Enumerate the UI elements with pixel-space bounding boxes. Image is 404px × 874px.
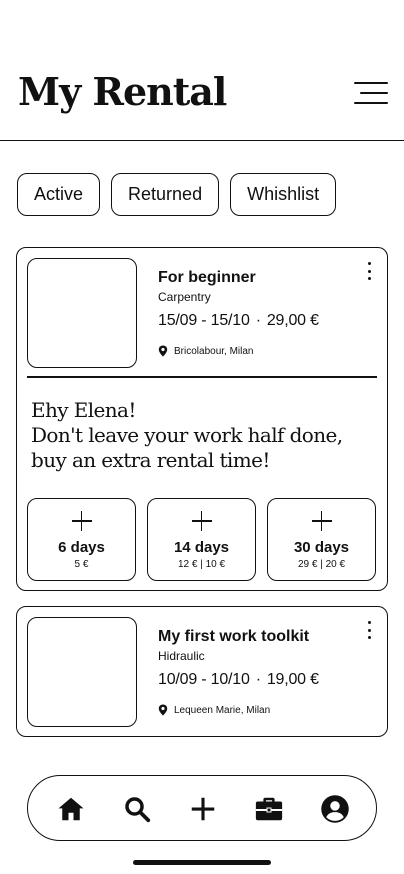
nav-add[interactable] — [188, 794, 218, 824]
product-name: My first work toolkit — [158, 628, 310, 645]
nav-search[interactable] — [122, 794, 152, 824]
user-icon — [320, 794, 350, 824]
rental-dates: 15/09 - 15/10 — [158, 312, 250, 329]
search-icon — [122, 794, 152, 824]
store-location — [158, 704, 270, 716]
promo-line: Don't leave your work half done, — [31, 423, 343, 447]
filter-tabs — [17, 173, 336, 216]
product-image — [27, 258, 137, 368]
extension-options — [27, 498, 376, 581]
rental-price: 19,00 € — [266, 671, 319, 688]
location-label: Bricolabour, Milan — [174, 345, 254, 357]
extension-promo — [31, 398, 343, 473]
home-icon — [56, 794, 86, 824]
extend-30-days-button[interactable] — [267, 498, 376, 581]
rental-card[interactable] — [16, 247, 388, 591]
rental-price: 29,00 € — [266, 312, 319, 329]
rental-dates: 10/09 - 10/10 — [158, 671, 250, 688]
tab-wishlist[interactable]: Whishlist — [230, 173, 336, 216]
plus-icon — [312, 511, 332, 531]
rental-period-price — [158, 312, 319, 330]
product-image — [27, 617, 137, 727]
toolbox-icon — [254, 794, 284, 824]
plus-icon — [192, 511, 212, 531]
store-location — [158, 345, 253, 357]
card-divider — [27, 376, 377, 378]
extension-days: 14 days — [173, 539, 230, 556]
promo-line: buy an extra rental time! — [31, 448, 270, 472]
home-indicator[interactable] — [133, 860, 271, 865]
rental-period-price — [158, 671, 319, 689]
extend-6-days-button[interactable] — [27, 498, 136, 581]
app-header — [0, 0, 404, 141]
plus-icon — [188, 794, 218, 824]
extend-14-days-button[interactable] — [147, 498, 256, 581]
extension-price: 29 € | 20 € — [297, 559, 346, 570]
product-category: Hidraulic — [158, 649, 205, 663]
extension-days: 6 days — [58, 539, 105, 556]
plus-icon — [72, 511, 92, 531]
nav-rentals[interactable] — [254, 794, 284, 824]
product-name: For beginner — [158, 269, 256, 286]
rental-card[interactable] — [16, 606, 388, 737]
extension-price: 5 € — [74, 559, 89, 570]
location-pin-icon — [158, 704, 168, 716]
nav-profile[interactable] — [320, 794, 350, 824]
promo-greeting: Ehy Elena! — [31, 398, 136, 422]
nav-home[interactable] — [56, 794, 86, 824]
kebab-icon[interactable] — [365, 621, 373, 639]
separator-dot: · — [255, 671, 261, 688]
extension-days: 30 days — [293, 539, 350, 556]
menu-icon[interactable] — [352, 82, 388, 106]
product-category: Carpentry — [158, 290, 211, 304]
page-title: My Rental — [18, 69, 227, 114]
location-label: Lequeen Marie, Milan — [174, 704, 271, 716]
separator-dot: · — [255, 312, 261, 329]
location-pin-icon — [158, 345, 168, 357]
extension-price: 12 € | 10 € — [177, 559, 226, 570]
tab-active[interactable]: Active — [17, 173, 100, 216]
tab-returned[interactable]: Returned — [111, 173, 219, 216]
kebab-icon[interactable] — [365, 262, 373, 280]
bottom-navigation — [27, 775, 377, 841]
